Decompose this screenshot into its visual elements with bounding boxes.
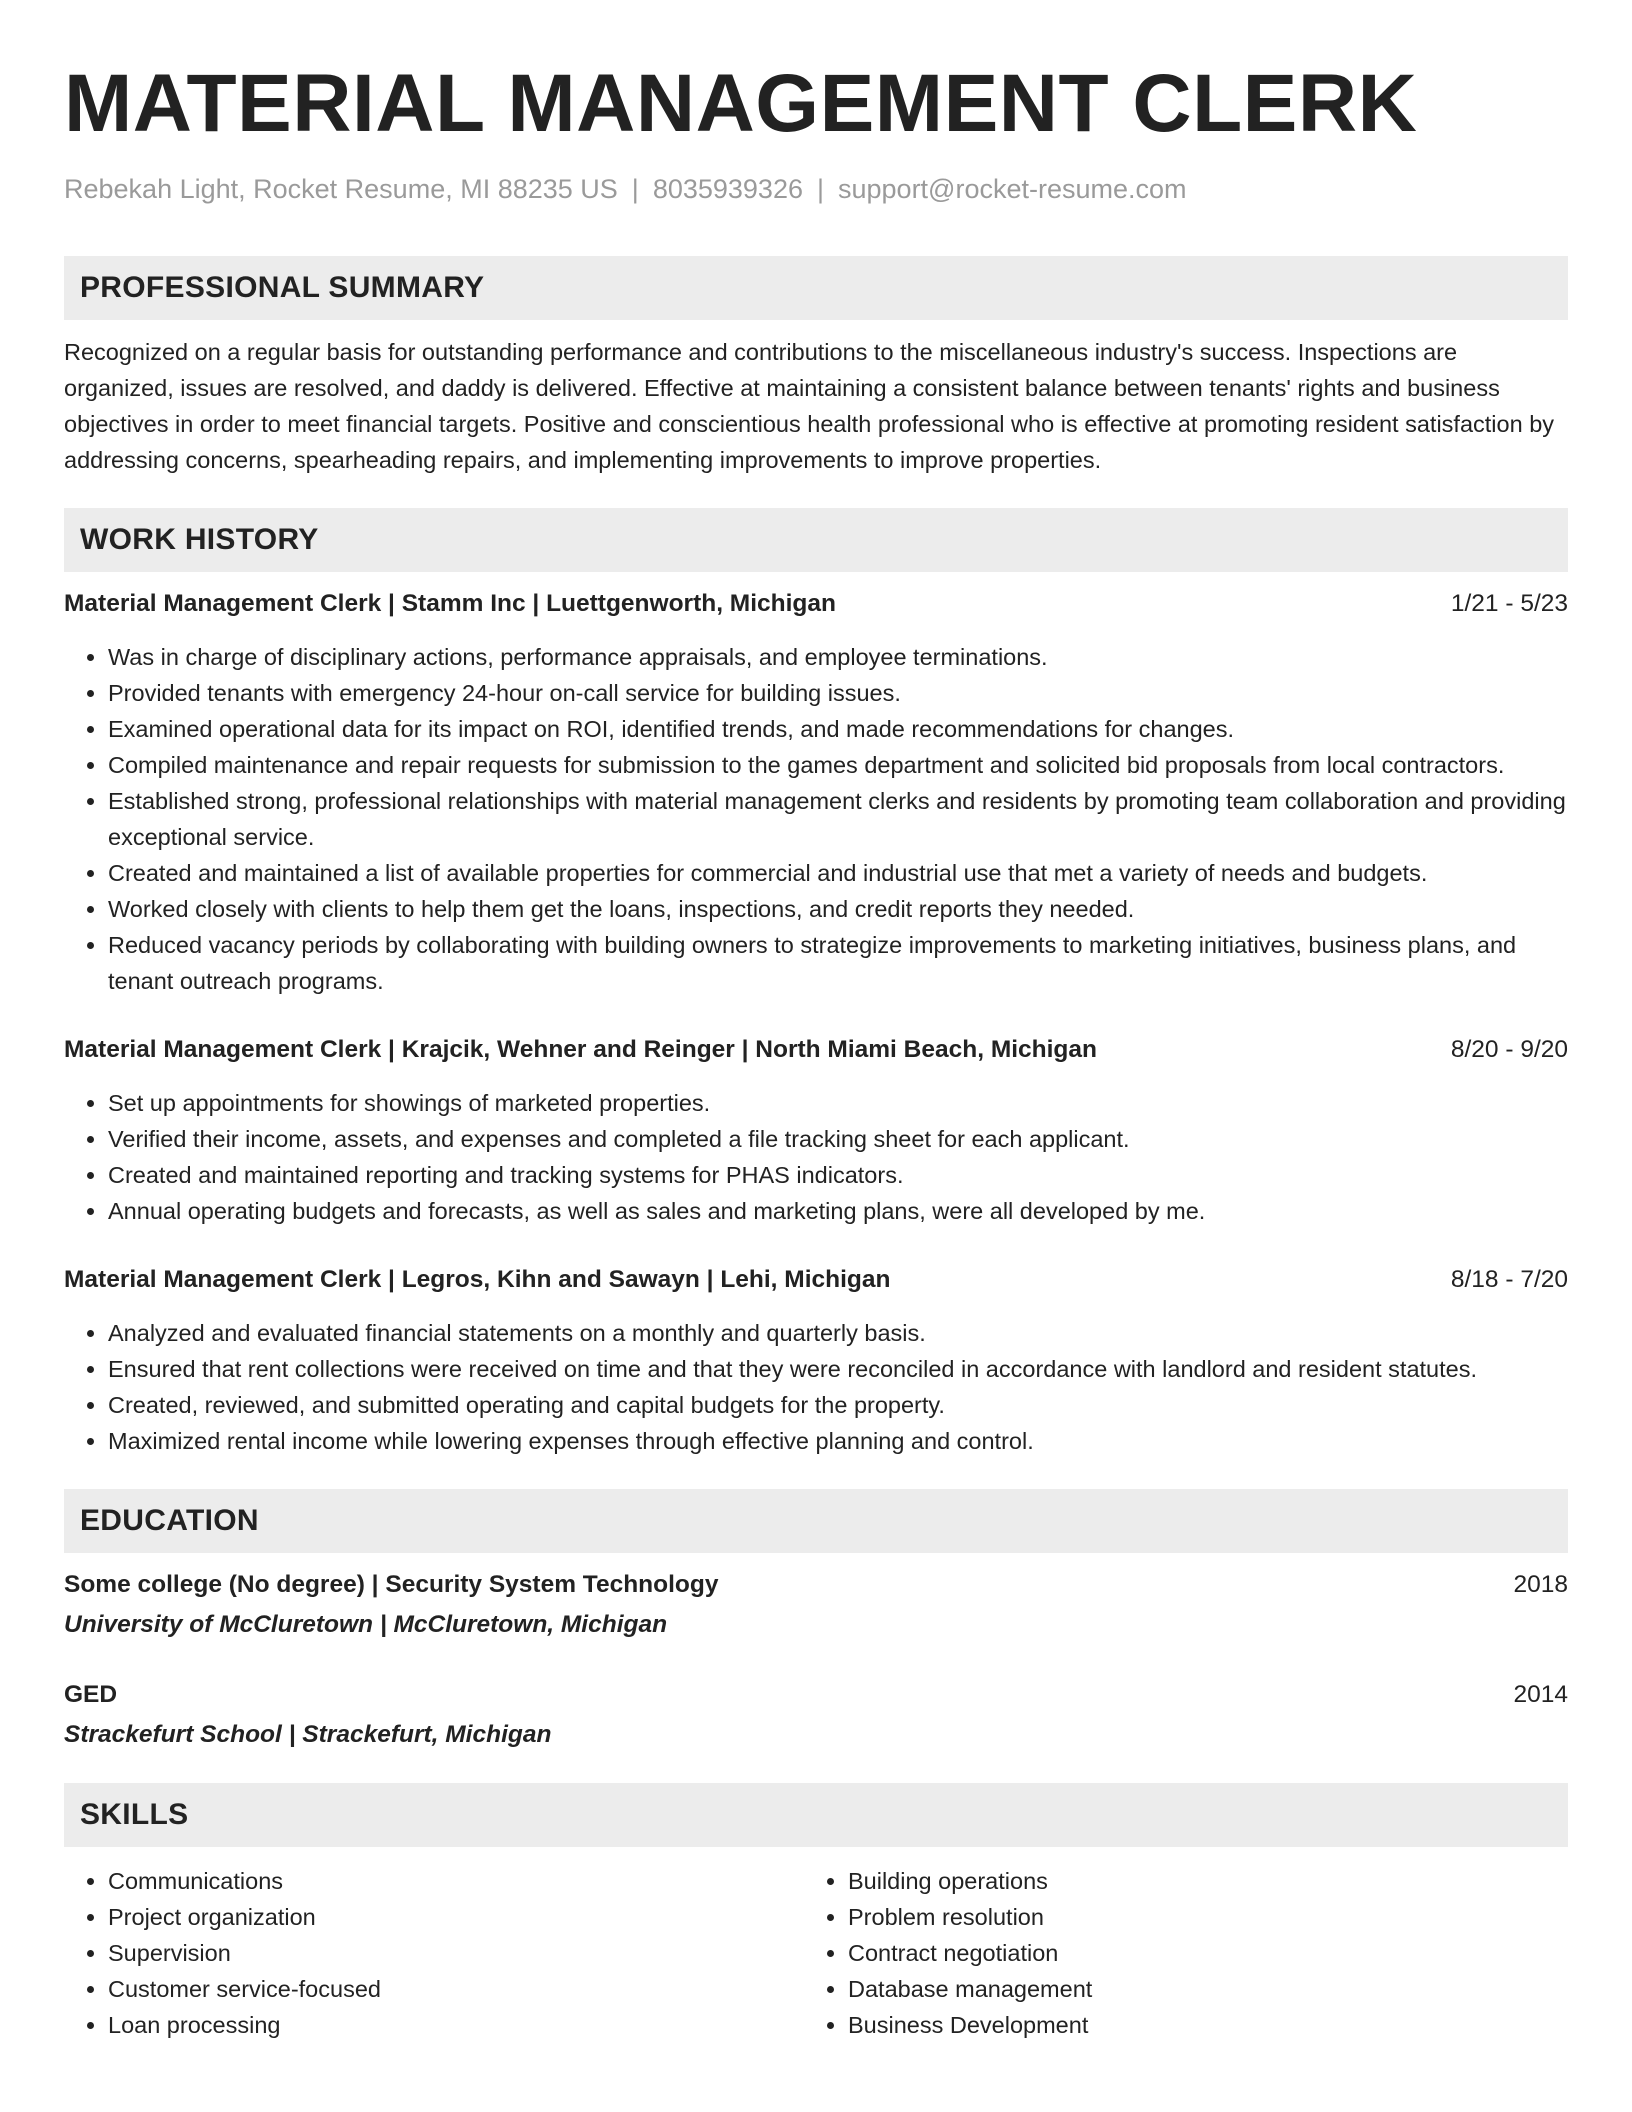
list-item: • Set up appointments for showings of marketed properties.	[108, 1085, 1568, 1121]
list-item: • Created and maintained a list of available properties for commercial and industrial use that met a variety of needs and budgets.	[108, 855, 1568, 891]
job-entry	[64, 586, 1568, 999]
skill-item: • Communications	[108, 1863, 804, 1899]
list-item: • Verified their income, assets, and expenses and completed a file tracking sheet for each applicant.	[108, 1121, 1568, 1157]
job-bullets	[64, 639, 1568, 999]
section-heading-skills: SKILLS	[64, 1783, 1568, 1847]
list-item: • Compiled maintenance and repair requests for submission to the games department and solicited bid proposals from local contractors.	[108, 747, 1568, 783]
contact-line	[64, 172, 1568, 206]
education-entry	[64, 1567, 1568, 1643]
education-entry	[64, 1677, 1568, 1753]
job-entry	[64, 1262, 1568, 1459]
skill-item: • Contract negotiation	[848, 1935, 1544, 1971]
education-title: GED	[64, 1681, 118, 1708]
education-date: 2018	[1513, 1571, 1568, 1598]
list-item: • Established strong, professional relationships with material management clerks and residents by promoting team collaboration and providing exceptional service.	[108, 783, 1568, 855]
skills-column-left	[64, 1863, 804, 2043]
section-heading-work: WORK HISTORY	[64, 508, 1568, 572]
resume-title: MATERIAL MANAGEMENT CLERK	[64, 58, 1418, 149]
summary-text: Recognized on a regular basis for outstanding performance and contributions to the miscellaneous industry's success. Inspections are organized, issues are resolved, and daddy is delivered. Effective at maintaining a consistent balance between tenants' rights and business objectives in order to meet financial targets. Positive and conscientious health professional who is effective at promoting resident satisfaction by addressing concerns, spearheading repairs, and implementing improvements to improve properties.	[64, 339, 1555, 473]
list-item: • Maximized rental income while lowering expenses through effective planning and control.	[108, 1423, 1568, 1459]
list-item: • Annual operating budgets and forecasts, as well as sales and marketing plans, were all developed by me.	[108, 1193, 1568, 1229]
education-school: Strackefurt School | Strackefurt, Michigan	[64, 1721, 552, 1748]
job-title: Material Management Clerk | Krajcik, Wehner and Reinger | North Miami Beach, Michigan	[64, 1036, 1097, 1063]
skill-item: • Database management	[848, 1971, 1544, 2007]
skill-item: • Customer service-focused	[108, 1971, 804, 2007]
list-item: • Was in charge of disciplinary actions, performance appraisals, and employee terminations.	[108, 639, 1568, 675]
job-date: 8/18 - 7/20	[1450, 1266, 1568, 1293]
job-title: Material Management Clerk | Stamm Inc | Luettgenworth, Michigan	[64, 590, 836, 617]
skill-item: • Supervision	[108, 1935, 804, 1971]
job-entry	[64, 1032, 1568, 1229]
section-heading-education: EDUCATION	[64, 1489, 1568, 1553]
work-list	[64, 586, 1568, 1459]
list-item: • Created and maintained reporting and tracking systems for PHAS indicators.	[108, 1157, 1568, 1193]
list-item: • Examined operational data for its impact on ROI, identified trends, and made recommendations for changes.	[108, 711, 1568, 747]
list-item: • Ensured that rent collections were received on time and that they were reconciled in accordance with landlord and resident statutes.	[108, 1351, 1568, 1387]
section-heading-summary: PROFESSIONAL SUMMARY	[64, 256, 1568, 320]
education-title: Some college (No degree) | Security System Technology	[64, 1571, 719, 1598]
skills-column-right	[804, 1863, 1544, 2043]
skill-item: • Project organization	[108, 1899, 804, 1935]
contact-separator: |	[631, 174, 639, 204]
list-item: • Reduced vacancy periods by collaborating with building owners to strategize improvements to marketing initiatives, business plans, and tenant outreach programs.	[108, 927, 1568, 999]
list-item: • Analyzed and evaluated financial statements on a monthly and quarterly basis.	[108, 1315, 1568, 1351]
skill-item: • Business Development	[848, 2007, 1544, 2043]
contact-address: Rebekah Light, Rocket Resume, MI 88235 US	[64, 174, 618, 204]
job-date: 1/21 - 5/23	[1450, 590, 1568, 617]
contact-phone: 8035939326	[652, 174, 803, 204]
job-title: Material Management Clerk | Legros, Kihn and Sawayn | Lehi, Michigan	[64, 1266, 891, 1293]
skill-item: • Loan processing	[108, 2007, 804, 2043]
job-bullets	[64, 1315, 1568, 1459]
list-item: • Worked closely with clients to help them get the loans, inspections, and credit reports they needed.	[108, 891, 1568, 927]
contact-email: support@rocket-resume.com	[838, 174, 1187, 204]
list-item: • Provided tenants with emergency 24-hour on-call service for building issues.	[108, 675, 1568, 711]
list-item: • Created, reviewed, and submitted operating and capital budgets for the property.	[108, 1387, 1568, 1423]
education-date: 2014	[1513, 1681, 1568, 1708]
job-date: 8/20 - 9/20	[1450, 1036, 1568, 1063]
skills-list	[64, 1863, 1568, 2043]
job-bullets	[64, 1085, 1568, 1229]
contact-separator: |	[816, 174, 824, 204]
skill-item: • Problem resolution	[848, 1899, 1544, 1935]
education-school: University of McCluretown | McCluretown, Michigan	[64, 1611, 668, 1638]
skill-item: • Building operations	[848, 1863, 1544, 1899]
education-list	[64, 1567, 1568, 1753]
